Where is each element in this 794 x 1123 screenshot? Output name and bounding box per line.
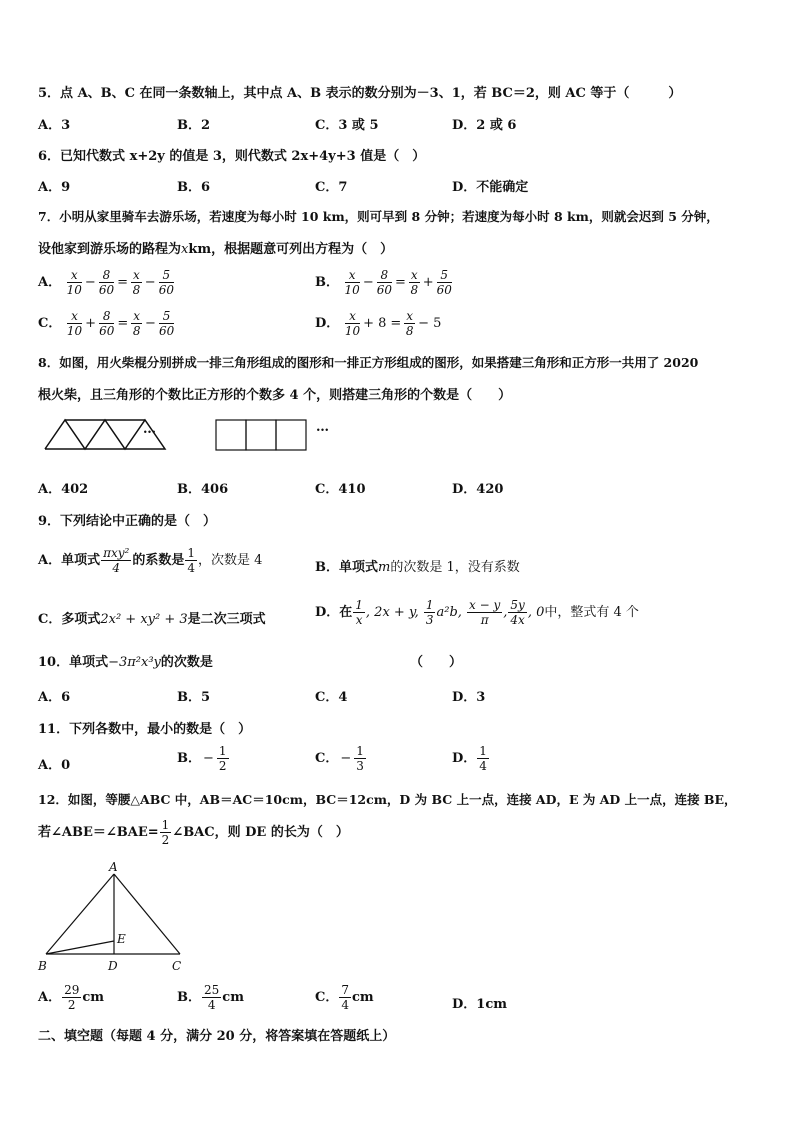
q7-option-d-label: D． bbox=[315, 316, 340, 331]
triangle-ellipsis: … bbox=[143, 422, 156, 437]
q12-option-a: A． $\frac{29}{2}$ cm bbox=[38, 983, 105, 1012]
q9-c-suffix: 是二次三项式 bbox=[187, 612, 266, 627]
fraction: $\frac{8}{60}$ bbox=[376, 268, 392, 297]
q9-option-b bbox=[315, 556, 520, 575]
q9-d-prefix: D．在 bbox=[315, 605, 353, 620]
q10-stem bbox=[38, 651, 213, 670]
q7-stem-text-b: km，根据题意可列出方程为（ ） bbox=[188, 242, 394, 257]
q9-option-c bbox=[38, 608, 266, 627]
q12-stem-text-a: 若∠ABE＝∠BAE= bbox=[38, 825, 159, 840]
q5-option-d: D．2 或 6 bbox=[452, 118, 517, 133]
fraction: $\frac{x}{10}$ bbox=[66, 268, 82, 297]
q7-option-b: B． $\frac{x}{10}$ − $\frac{8}{60}$ = $\frac{x}{8}$ + $\frac{5}{60}$ bbox=[315, 268, 452, 297]
fraction: $\frac{25}{4}$ bbox=[204, 983, 220, 1012]
fraction: $\frac{x}{10}$ bbox=[66, 309, 83, 338]
label-e: E bbox=[117, 932, 126, 946]
q8-stem-line2: 根火柴，且三角形的个数比正方形的个数多 4 个，则搭建三角形的个数是（ ） bbox=[38, 388, 512, 403]
q7-option-c-label: C． bbox=[38, 316, 62, 331]
q6-option-a: A．9 bbox=[38, 180, 71, 195]
q7-option-b-label: B． bbox=[315, 275, 339, 290]
q11-stem: 11．下列各数中，最小的数是（ ） bbox=[38, 722, 252, 737]
q11-option-a: A．0 bbox=[38, 758, 71, 773]
q11-option-d: D． $\frac{1}{4}$ bbox=[452, 744, 487, 773]
q7-stem-line1: 7．小明从家里骑车去游乐场，若速度为每小时 10 km，则可早到 8 分钟；若速度为每小时 8 km，则就会迟到 5 分钟， bbox=[38, 209, 719, 224]
q8-option-c: C．410 bbox=[315, 482, 366, 497]
fraction: $\frac{7}{4}$ bbox=[341, 983, 349, 1012]
q6-option-b: B．6 bbox=[177, 180, 211, 195]
fraction: $\frac{5}{60}$ bbox=[436, 268, 452, 297]
q8-option-d: D．420 bbox=[452, 482, 504, 497]
fraction: $\frac{5y}{4x}$ bbox=[510, 598, 525, 627]
q12-option-d: D．1cm bbox=[452, 997, 507, 1012]
q6-option-d: D．不能确定 bbox=[452, 180, 529, 195]
fraction: $\frac{x}{10}$ bbox=[344, 309, 361, 338]
q9-b-prefix: B．单项式 bbox=[315, 560, 378, 575]
q9-option-d: D．在 $\frac{1}{x}$ , 2x + y, $\frac{1}{3}$ a²b, $\frac{x - y}{\pi}$ , $\frac{5y}{4x}$ , 0中，整式有 4 个 bbox=[315, 598, 639, 627]
q10-paren: （ ） bbox=[410, 655, 463, 670]
q6-option-c: C．7 bbox=[315, 180, 348, 195]
section-heading: 二、填空题（每题 4 分，满分 20 分，将答案填在答题纸上） bbox=[38, 1029, 396, 1044]
q8-option-b: B．406 bbox=[177, 482, 229, 497]
q12-stem-line1: 12．如图，等腰△ABC 中，AB＝AC＝10cm，BC＝12cm，D 为 BC 上一点，连接 AD，E 为 AD 上一点，连接 BE， bbox=[38, 792, 737, 807]
q12-option-b: B． $\frac{25}{4}$ cm bbox=[177, 983, 244, 1012]
fraction: $\frac{x}{8}$ bbox=[132, 309, 141, 338]
fraction: $\frac{x}{8}$ bbox=[405, 309, 414, 338]
q9-option-a bbox=[38, 546, 262, 575]
q12-stem-line2 bbox=[38, 818, 349, 847]
q5-option-a: A．3 bbox=[38, 118, 71, 133]
q8-option-a: A．402 bbox=[38, 482, 89, 497]
q11-option-b: B． − $\frac{1}{2}$ bbox=[177, 744, 227, 773]
fraction: $\frac{1}{4}$ bbox=[187, 546, 195, 575]
q9-b-suffix: 的次数是 1，没有系数 bbox=[390, 560, 520, 575]
q12-option-c: C． $\frac{7}{4}$ cm bbox=[315, 983, 374, 1012]
fraction: $\frac{x - y}{\pi}$ bbox=[469, 598, 501, 627]
q10-stem-prefix: 10．单项式 bbox=[38, 655, 109, 670]
q9-d-suffix: 中，整式有 4 个 bbox=[544, 605, 639, 620]
fraction: $\frac{x}{8}$ bbox=[132, 268, 141, 297]
q10-option-d: D．3 bbox=[452, 690, 486, 705]
square-ellipsis: … bbox=[316, 420, 329, 435]
q5-stem: 5．点 A、B、C 在同一条数轴上，其中点 A、B 表示的数分别为－3、1，若 BC＝2，则 AC 等于（ ） bbox=[38, 86, 682, 101]
q9-a-prefix: A．单项式 bbox=[38, 553, 101, 568]
q9-c-expr: 2x² + xy² + 3 bbox=[100, 612, 188, 627]
matchstick-figure bbox=[40, 415, 340, 455]
fraction: $\frac{1}{2}$ bbox=[218, 744, 227, 773]
triangle-figure bbox=[34, 858, 194, 978]
label-b: B bbox=[38, 959, 47, 973]
q6-stem: 6．已知代数式 x+2y 的值是 3，则代数式 2x+4y+3 值是（ ） bbox=[38, 149, 426, 164]
fraction: $\frac{29}{2}$ bbox=[64, 983, 80, 1012]
q12-stem-text-b: ∠BAC，则 DE 的长为（ ） bbox=[172, 825, 349, 840]
fraction: $\frac{x}{10}$ bbox=[344, 268, 360, 297]
q5-option-b: B．2 bbox=[177, 118, 211, 133]
q7-stem-line2 bbox=[38, 238, 393, 257]
label-c: C bbox=[172, 959, 182, 973]
fraction: $\frac{\text{πxy²}}{4}$ bbox=[103, 546, 130, 575]
q8-stem-line1: 8．如图，用火柴棍分别拼成一排三角形组成的图形和一排正方形组成的图形，如果搭建三角形和正方形一共用了 2020 bbox=[38, 355, 699, 370]
q9-c-prefix: C．多项式 bbox=[38, 612, 101, 627]
q9-a-mid: 的系数是 bbox=[132, 553, 185, 568]
q7-option-c: C． $\frac{x}{10}$ + $\frac{8}{60}$ = $\frac{x}{8}$ − $\frac{5}{60}$ bbox=[38, 309, 175, 338]
fraction: $\frac{1}{3}$ bbox=[356, 744, 364, 773]
fraction: $\frac{1}{x}$ bbox=[355, 598, 363, 627]
segment-be bbox=[46, 941, 114, 954]
q7-option-a: A． $\frac{x}{10}$ − $\frac{8}{60}$ = $\frac{x}{8}$ − $\frac{5}{60}$ bbox=[38, 268, 174, 297]
side-ab bbox=[46, 874, 114, 954]
q7-option-d: D． $\frac{x}{10}$ + 8 = $\frac{x}{8}$ − 5 bbox=[315, 309, 442, 338]
fraction: $\frac{5}{60}$ bbox=[158, 309, 175, 338]
q10-option-b: B．5 bbox=[177, 690, 211, 705]
label-d: D bbox=[108, 959, 118, 973]
square-row bbox=[216, 420, 306, 450]
q9-a-suffix: ，次数是 4 bbox=[198, 553, 263, 568]
q7-stem-var: x bbox=[181, 242, 189, 257]
q11-option-c: C． − $\frac{1}{3}$ bbox=[315, 744, 364, 773]
fraction: $\frac{1}{3}$ bbox=[425, 598, 434, 627]
fraction: $\frac{1}{4}$ bbox=[479, 744, 487, 773]
q10-stem-expr: −3π²x³y bbox=[108, 655, 161, 670]
q9-b-var: m bbox=[378, 560, 391, 575]
fraction: $\frac{x}{8}$ bbox=[410, 268, 419, 297]
q10-stem-suffix: 的次数是 bbox=[160, 655, 213, 670]
q7-option-a-label: A． bbox=[38, 275, 62, 290]
q10-option-a: A．6 bbox=[38, 690, 71, 705]
q9-stem: 9．下列结论中正确的是（ ） bbox=[38, 514, 217, 529]
fraction: $\frac{5}{60}$ bbox=[158, 268, 174, 297]
fraction: $\frac{8}{60}$ bbox=[98, 268, 115, 297]
fraction: $\frac{1}{2}$ bbox=[161, 818, 170, 847]
label-a: A bbox=[109, 860, 118, 874]
q10-option-c: C．4 bbox=[315, 690, 348, 705]
q5-option-c: C．3 或 5 bbox=[315, 118, 379, 133]
fraction: $\frac{8}{60}$ bbox=[99, 309, 115, 338]
q7-stem-text-a: 设他家到游乐场的路程为 bbox=[38, 242, 182, 257]
